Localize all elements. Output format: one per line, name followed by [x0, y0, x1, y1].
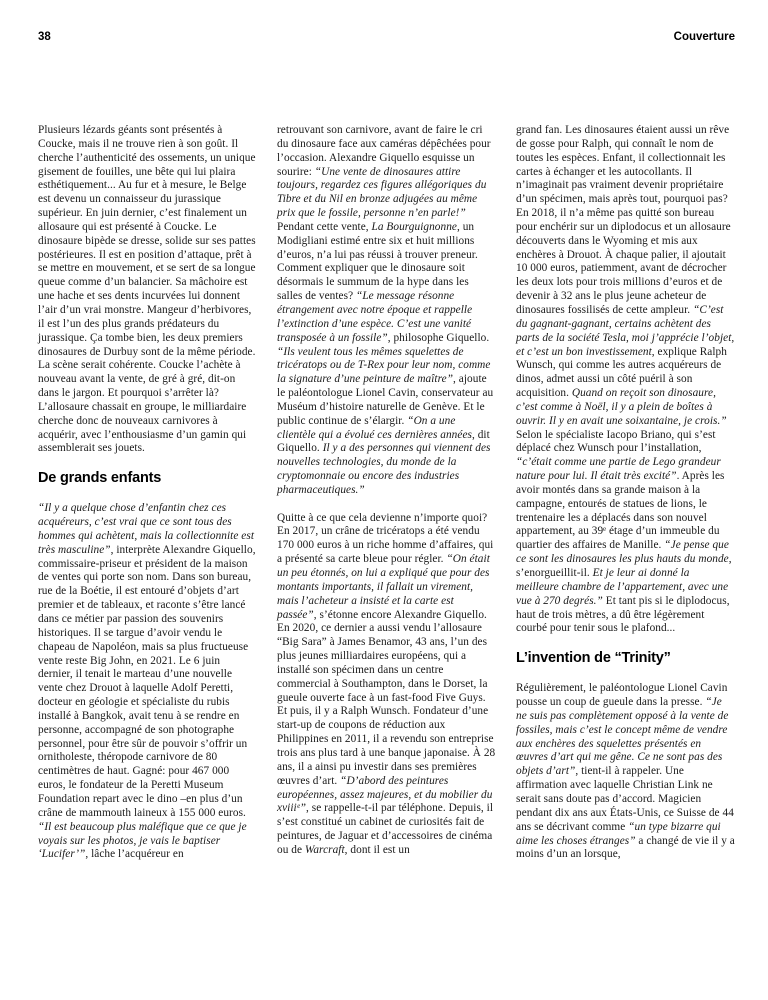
- paragraph: [38, 502, 257, 862]
- body-text: Selon le spécialiste Iacopo Briano, qui s’est déplacé chez Wunsch pour l’installation,: [516, 428, 716, 455]
- paragraph: [277, 512, 496, 858]
- quote-text: Il y a des personnes qui viennent des nouvelles technologies, du monde de la cryptomonnaie ou encore des industries pharmaceutiques.”: [277, 442, 491, 496]
- body-text: grand fan. Les dinosaures étaient aussi un rêve de gosse pour Ralph, qui connaît le nom de toutes les espèces. Enfant, il collectionnait les cartes à échanger et les autocollants. Il n’imaginait pas vraiment devenir propriétaire d’un spécimen, mais après tout, pourquoi pas? En 2018, il n’a même pas quitté son bureau pour enchérir sur un diplodocus et un allosaure découverts dans le Wyoming et mis aux enchères à Drouot. À chaque palier, il ajoutait 10 000 euros, patiemment, avant de décrocher les deux lots pour trois millions d’euros et de devenir à 32 ans le plus jeune acheteur de dinosaures fossilisés de cette ampleur.: [516, 124, 731, 316]
- section-label: Couverture: [673, 31, 735, 43]
- quote-text: Warcraft: [304, 843, 345, 856]
- section-heading: De grands enfants: [38, 470, 162, 487]
- quote-text: “Je pense que ce sont les dinosaures les plus hauts du monde: [516, 539, 729, 566]
- body-text: , lâche l’acquéreur en: [85, 848, 184, 861]
- body-text: , dont il est un: [344, 843, 410, 856]
- quote-text: La Bourguignonne: [371, 220, 457, 233]
- paragraph: [516, 682, 735, 862]
- page-header: [38, 31, 735, 43]
- page-number: 38: [38, 31, 51, 43]
- column-3: [516, 124, 735, 862]
- body-text: Et tant pis si le diplodocus, haut de trois mètres, a dû être légèrement courbé pour tenir sous le plafond...: [516, 594, 730, 635]
- column-2: [277, 124, 496, 862]
- quote-text: “un type bizarre qui aime les choses étranges”: [516, 820, 721, 847]
- article-body: [38, 124, 735, 862]
- body-text: , un Modigliani estimé entre six et huit millions d’euros, n’a lui pas réussi à trouver preneur. Comment expliquer que le dinosaure soit désormais le summum de la hype dans les salles de ventes?: [277, 220, 478, 303]
- body-text: Pendant cette vente,: [277, 220, 372, 233]
- quote-text: “On était un peu étonnés, on lui a expliqué que pour des montants importants, il fallait un virement, mais l’acheteur a insisté et la carte est passée”: [277, 553, 490, 621]
- quote-text: “Je ne suis pas complètement opposé à la vente de fossiles, mais c’est le concept même de vendre aux enchères des squelettes présentés en œuvres d’art qui me gêne. Ce ne sont pas des objets d’art”: [516, 696, 729, 778]
- body-text: Plusieurs lézards géants sont présentés à Coucke, mais il ne trouve rien à son goût. Il cherche l’authenticité des ossements, un unique gisement de fouilles, une bête qui lui plaira esthétiquement... Au fur et à mesure, le Belge est devenu un connaisseur du jurassique supérieur. En juin dernier, c’est finalement un allosaure qui est présenté à Coucke. Le dinosaure bipède se dresse, solide sur ses pattes postérieures. Il est en position d’attaque, prêt à se mettre en mouvement, et se sert de sa longue queue comme d’un balancier. Sa mâchoire est une hache et ses dents incurvées lui donnent l’air d’un vrai monstre. Mangeur d’herbivores, il est l’un des plus grands prédateurs du jurassique. Ça tombe bien, les deux premiers dinosaures de Durbuy sont de la même période. La scène serait cohérente. Coucke l’achète à nouveau avant la vente, de gré à gré, dit-on dans le jargon. Et pourquoi s’arrêter là? L’allosaure chassait en groupe, le milliardaire cherche donc de nouveaux carnivores à acquérir, avec l’enthousiasme d’un gamin qui assemblerait ses jouets.: [38, 124, 256, 455]
- column-1: [38, 124, 257, 862]
- quote-text: “c’était comme une partie de Lego grandeur nature pour lui. Il était très excité”: [516, 456, 721, 483]
- paragraph: [38, 124, 257, 456]
- body-text: , ajoute le paléontologue Lionel Cavin, conservateur au Muséum d’histoire naturelle de Genève. Et le public continue de s’élargir.: [277, 373, 494, 427]
- quote-text: Et je leur ai donné la meilleure chambre de l’appartement, avec une vue à 270 degrés.”: [516, 567, 729, 607]
- body-text: Régulièrement, le paléontologue Lionel Cavin pousse un coup de gueule dans la presse.: [516, 682, 728, 709]
- body-text: , se rappelle-t-il par téléphone. Depuis, il s’est constitué un cabinet de curiosités fait de peintures, de Jaguar et d’accessoires de cinéma ou de: [277, 802, 494, 856]
- quote-text: “C’est du gagnant-gagnant, certains achètent des parts de la société Tesla, moi j’apprécie l’objet, et c’est un bon investissement: [516, 303, 735, 358]
- paragraph: [516, 124, 735, 636]
- body-text: , s’étonne encore Alexandre Giquello. En 2020, ce dernier a aussi vendu l’allosaure “Big Sara” à James Benamor, 43 ans, l’un des plus jeunes milliardaires européens, qui a installé son spécimen dans un centre commercial à Southampton, dans le Dorset, la gueule ouverte face à un fast-food Five Guys. Et puis, il y a Ralph Wunsch. Fondateur d’une start-up de coupons de réduction aux Philippines en 2011, il a revendu son entreprise trois ans plus tard à une banque japonaise. À 28 ans, il a ainsi pu investir dans ses premières œuvres d’art.: [277, 608, 496, 787]
- body-text: a changé de vie il y a moins d’un an lorsque,: [516, 834, 735, 861]
- body-text: , explique Ralph Wunsch, qui comme les autres acquéreurs de dinos, admet aussi un côté puéril à son acquisition.: [516, 345, 727, 400]
- body-text: Quitte à ce que cela devienne n’importe quoi? En 2017, un crâne de tricératops a été vendu 170 000 euros à un riche homme d’affaires, qui a présenté sa carte bleue pour régler.: [277, 511, 494, 566]
- body-text: . Après les avoir montés dans sa grande maison à la campagne, entourés de statues de lions, le trentenaire les a déplacés dans son nouvel appartement, au 39ᵉ étage d’un immeuble du quartier des affaires de Manille.: [516, 470, 725, 552]
- body-text: , dit Giquello.: [277, 428, 490, 455]
- quote-text: Quand on reçoit son dinosaure, c’est comme à Noël, il y a plein de boîtes à ouvrir. Il y en avait une soixantaine, je crois.”: [516, 387, 727, 427]
- body-text: , philosophe Giquello.: [387, 331, 490, 344]
- quote-text: “D’abord des peintures européennes, assez majeures, et du mobilier du xviiiᵉ”: [277, 774, 493, 815]
- quote-text: “Ils veulent tous les mêmes squelettes de tricératops ou de T-Rex pour leur nom, comme la signature d’une peinture de maître”: [277, 345, 491, 386]
- section-heading: L’invention de “Trinity”: [516, 650, 671, 667]
- quote-text: “Le message résonne étrangement avec notre époque et rappelle l’extinction d’une espèce. C’est une vanité transposée à un fossile”: [277, 290, 473, 344]
- body-text: retrouvant son carnivore, avant de faire le cri du dinosaure face aux caméras dépêchées pour l’occasion. Alexandre Giquello esquisse un sourire:: [277, 124, 491, 178]
- paragraph: [277, 124, 496, 498]
- quote-text: “Il est beaucoup plus maléfique que ce que je voyais sur les photos, je vais le baptiser ‘Lucifer’”: [38, 820, 247, 861]
- quote-text: “On a une clientèle qui a évolué ces dernières années: [277, 414, 472, 441]
- body-text: , s’enorgueillit-il.: [516, 553, 732, 579]
- body-text: , tient-il à rappeler. Une affirmation avec laquelle Christian Link ne serait sans doute pas d’accord. Magicien pendant dix ans aux États-Unis, ce Suisse de 44 ans se décrivant comme: [516, 765, 734, 833]
- body-text: , interprète Alexandre Giquello, commissaire-priseur et président de la maison de ventes qui porte son nom. Dans son bureau, rue de la Boétie, il est entouré d’objets d’art premier et de tableaux, et raconte s’être lancé dans ce métier par passion des souvenirs historiques. Il se targue d’avoir vendu le chapeau de Napoléon, mais sa plus fructueuse vente reste Big John, en 2021. Le 6 juin dernier, il tenait le marteau d’une nouvelle vente chez Drouot à laquelle Adolf Peretti, docteur en géologie et spécialiste du rubis installé à Bangkok, avait tenu à se rendre en personne, accompagné de son photographe personnel, pour être sûr de pouvoir s’offrir un ornitholeste, théropode carnivore de 80 centimètres de haut. Gagné: pour 467 000 euros, le fondateur de la Peretti Museum Foundation repart avec le dino –en plus d’un crâne de mammouth laineux à 155 000 euros.: [38, 543, 256, 819]
- quote-text: “Une vente de dinosaures attire toujours, regardez ces figures allégoriques du Tibre et du Nil en bronze adjugées au même prix que le fossile, personne n’en parle!”: [277, 165, 487, 220]
- quote-text: “Il y a quelque chose d’enfantin chez ces acquéreurs, c’est vrai que ce sont tous des hommes qui achètent, mais la collectionnite est très masculine”: [38, 502, 255, 556]
